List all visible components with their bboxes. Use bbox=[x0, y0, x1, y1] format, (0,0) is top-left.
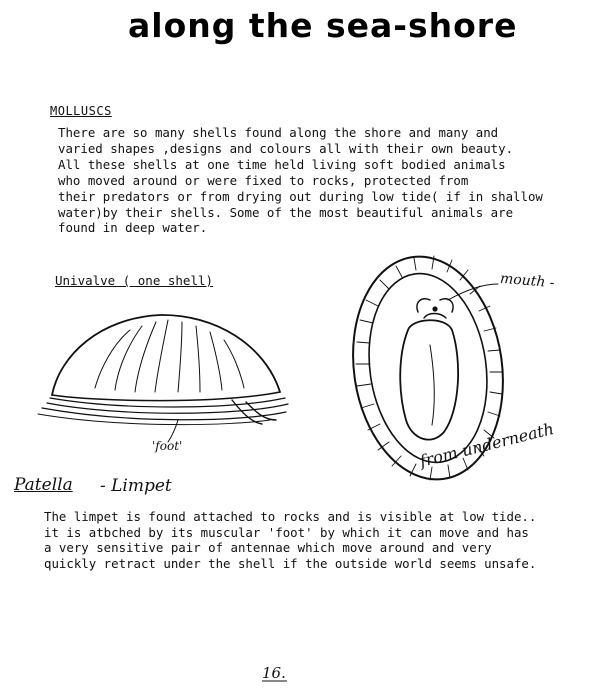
intro-line: varied shapes ,designs and colours all with their own beauty. bbox=[58, 140, 514, 156]
description-line: The limpet is found attached to rocks and is visible at low tide.. bbox=[44, 509, 537, 524]
intro-line: There are so many shells found along the shore and many and bbox=[58, 125, 499, 140]
mouth-label: mouth - bbox=[499, 270, 556, 292]
section-heading: MOLLUSCS bbox=[50, 104, 112, 118]
description-line: it is atbched by its muscular 'foot' by which it can move and has bbox=[44, 524, 529, 540]
genus-label: Patella bbox=[14, 475, 73, 495]
underneath-label: from underneath bbox=[417, 419, 556, 471]
page-title: along the sea-shore bbox=[128, 6, 518, 45]
description-line: a very sensitive pair of antennae which move around and very bbox=[44, 540, 492, 556]
foot-label: 'foot' bbox=[152, 439, 183, 453]
common-name-label: - Limpet bbox=[100, 476, 172, 496]
intro-line: water)by their shells. Some of the most beautiful animals are bbox=[58, 204, 514, 220]
limpet-description bbox=[44, 509, 604, 571]
intro-line: their predators or from drying out during low tide( if in shallow bbox=[58, 188, 543, 204]
page-number: 16. bbox=[262, 664, 286, 682]
intro-line: who moved around or were fixed to rocks, protected from bbox=[58, 172, 469, 188]
intro-line: found in deep water. bbox=[58, 220, 208, 236]
description-line: quickly retract under the shell if the outside world seems unsafe. bbox=[44, 555, 537, 571]
intro-line: All these shells at one time held living soft bodied animals bbox=[58, 156, 506, 172]
univalve-heading: Univalve ( one shell) bbox=[55, 273, 214, 288]
limpet-side-view-drawing bbox=[38, 315, 288, 442]
